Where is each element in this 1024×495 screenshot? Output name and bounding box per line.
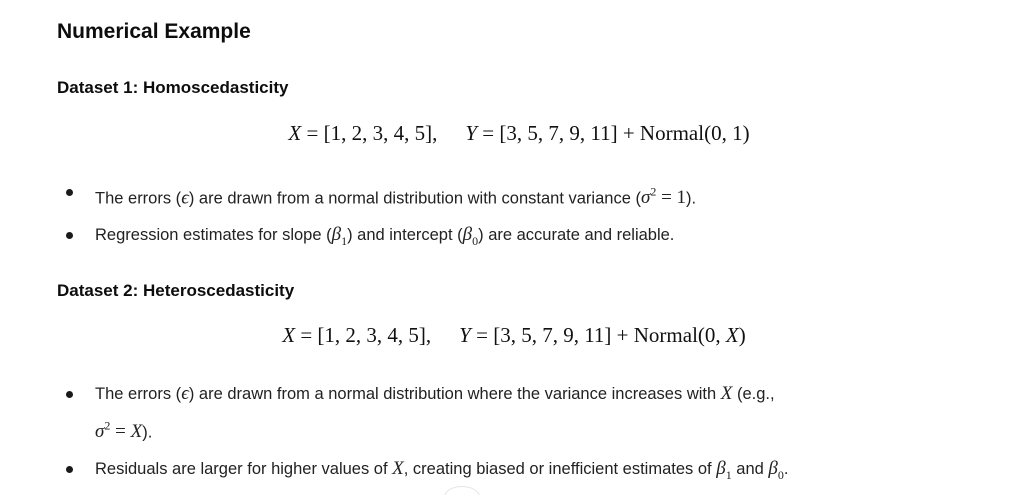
section-heading: Numerical Example	[57, 20, 251, 43]
list-item: The errors (ϵ) are drawn from a normal distribution where the variance increases with X (e.g., $\sigma^2 = X$).	[0, 378, 955, 448]
dataset-1-equation: X = [1, 2, 3, 4, 5], Y = [3, 5, 7, 9, 11] + Normal(0, 1)	[288, 121, 750, 145]
dataset-2-bullet-list-2	[0, 453, 955, 491]
dataset-1-bullet-list	[0, 176, 955, 214]
dataset-2-equation: X = [1, 2, 3, 4, 5], Y = [3, 5, 7, 9, 11] + Normal(0, X)	[282, 323, 746, 347]
dataset-1-bullet-list-2	[0, 219, 955, 257]
dataset-2-bullet-list	[0, 378, 955, 448]
list-item: Residuals are larger for higher values of X, creating biased or inefficient estimates of $\beta_1$ and $\beta_0$.	[0, 453, 955, 491]
dataset-1-title: Dataset 1: Homoscedasticity	[57, 78, 289, 97]
dataset-2-title: Dataset 2: Heteroscedasticity	[57, 281, 295, 300]
list-item: The errors (ϵ) are drawn from a normal distribution with constant variance $(\sigma^2 = 1)$.	[0, 176, 955, 214]
list-item: Regression estimates for slope $(\beta_1)$ and intercept $(\beta_0)$ are accurate and reliable.	[0, 219, 955, 257]
